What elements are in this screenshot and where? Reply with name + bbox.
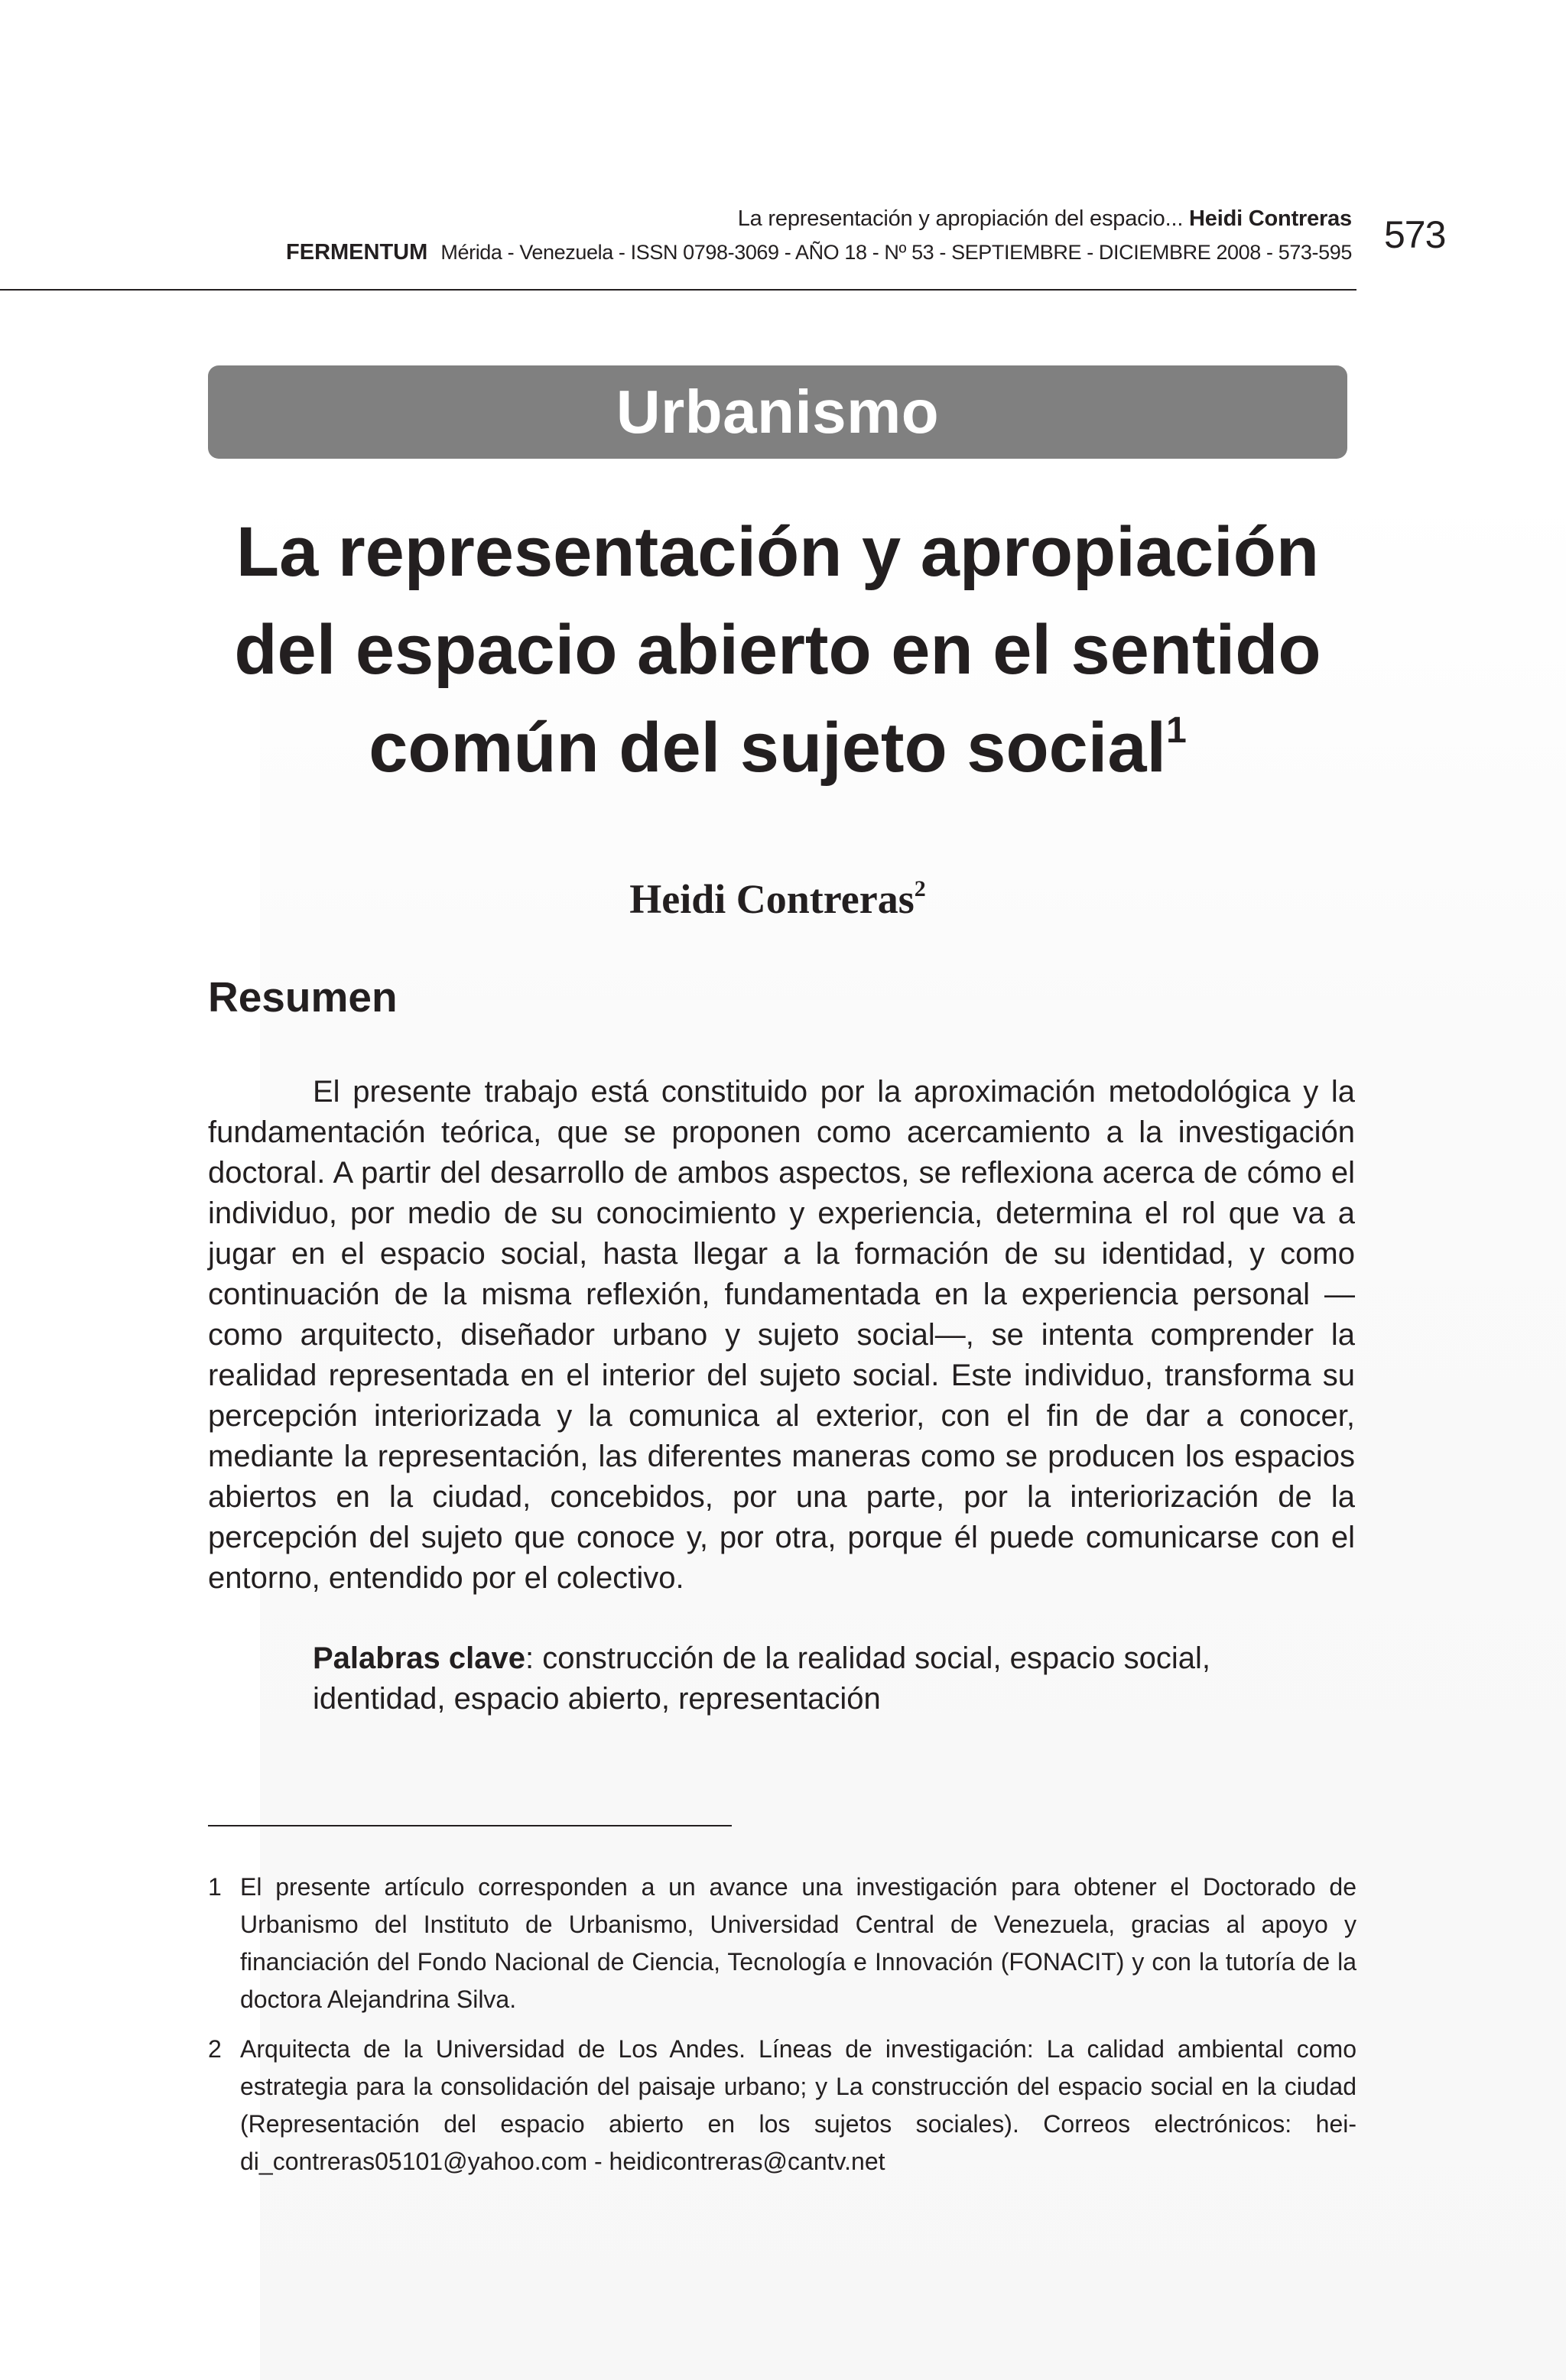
footnote-rule (208, 1825, 732, 1826)
footnote-1 (208, 1869, 1356, 2018)
title-line-3 (208, 699, 1347, 797)
abstract-heading: Resumen (208, 973, 398, 1021)
keywords-label: Palabras clave (313, 1641, 525, 1675)
footnote-2 (208, 2031, 1356, 2180)
title-line-3-text: común del sujeto social (369, 709, 1167, 787)
title-footnote-mark: 1 (1166, 710, 1187, 751)
page-number: 573 (1384, 213, 1446, 256)
running-title: La representación y apropiación del espacio... (737, 206, 1184, 231)
article-title (208, 503, 1347, 797)
title-line-2: del espacio abierto en el sentido (234, 611, 1321, 689)
running-author: Heidi Contreras (1189, 206, 1352, 231)
footnote-text: El presente artículo corresponden a un avance una investigación para obtener el Doctorado de Urbanismo del Instituto de Urbanismo, Universidad Central de Venezuela, gracias al apoyo y financiación del Fondo Nacional de Ciencia, Tecnología e Innovación (FONACIT) y con la tutoría de la doctora Alejandrina Silva. (240, 1873, 1356, 2013)
keywords (313, 1638, 1345, 1719)
keywords-list: : construcción de la realidad social, espacio social, identidad, espacio abierto, representación (313, 1641, 1211, 1716)
author-name: Heidi Contreras (629, 876, 915, 922)
article-author (208, 875, 1347, 923)
author-footnote-mark: 2 (914, 876, 926, 901)
footnote-number: 2 (208, 2035, 222, 2063)
abstract-body: El presente trabajo está constituido por la aproximación metodológica y la fundamentación teórica, que se proponen como acercamiento a la investigación doctoral. A partir del desarrollo de ambos aspectos, se reflexiona acerca de cómo el individuo, por medio de su conocimiento y experiencia, determina el rol que va a jugar en el espacio social, hasta llegar a la formación de su identidad, y como continuación de la misma reflexión, fundamentada en la experiencia personal —como arquitecto, diseñador urbano y sujeto social—, se intenta comprender la realidad representada en el interior del sujeto social. Este individuo, transforma su percepción interiorizada y la comunica al exterior, con el fin de dar a conocer, mediante la representación, las diferentes maneras como se producen los espacios abiertos en la ciudad, concebidos, por una parte, por la interiorización de la percepción del sujeto que conoce y, por otra, porque él puede comunicarse con el entorno, entendido por el colectivo. (208, 1075, 1355, 1595)
title-line-1: La representación y apropiación (236, 513, 1320, 591)
footnote-number: 1 (208, 1873, 222, 1901)
footnote-text: Arquitecta de la Universidad de Los Andes. Líneas de investigación: La calidad ambiental como estrategia para la consolidación del paisaje urbano; y La construcción del espacio social en la ciudad (Representación del espacio abierto en los sujetos sociales). Correos electrónicos: hei-di_contreras05101@yahoo.com - heidicontreras@cantv.net (240, 2035, 1356, 2175)
section-banner: Urbanismo (208, 365, 1347, 459)
citation: Mérida - Venezuela - ISSN 0798-3069 - AÑO 18 - Nº 53 - SEPTIEMBRE - DICIEMBRE 2008 - 573-595 (440, 241, 1352, 264)
journal-name: FERMENTUM (286, 240, 428, 265)
running-header-citation (286, 240, 1352, 265)
running-header-title (738, 206, 1352, 232)
header-rule (0, 289, 1356, 291)
